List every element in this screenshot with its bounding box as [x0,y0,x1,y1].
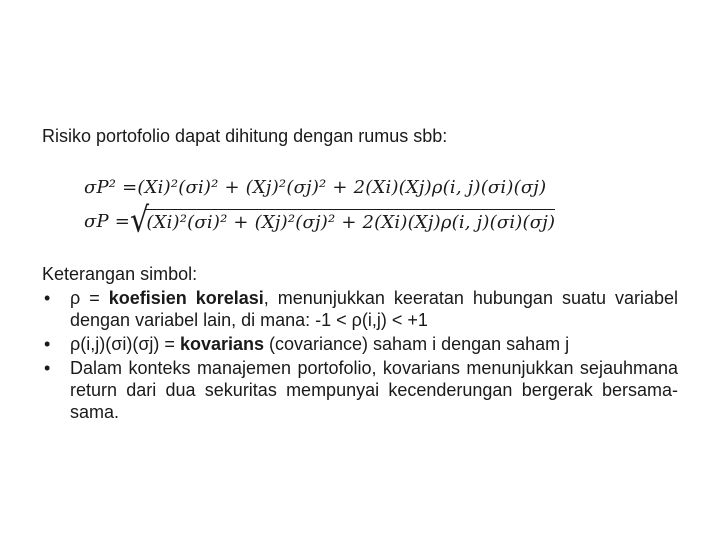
formula-std-dev [84,200,556,241]
formula-std-dev-lhs: σP = [84,210,131,232]
bullet-1-bold: koefisien korelasi [108,288,264,308]
bullet-marker: • [44,288,51,308]
bullet-1-pre: ρ = [70,288,109,308]
formula-std-dev-rhs: (Xi)²(σi)² + (Xj)²(σj)² + 2(Xi)(Xj)ρ(i, j)(σi)(σj) [146,209,555,233]
bullet-3-text: Dalam konteks manajemen portofolio, kovarians menunjukkan sejauhmana return dari dua sekuritas mempunyai kecenderungan bergerak bersama-sama. [70,358,678,422]
formula-variance-rhs: (Xi)²(σi)² + (Xj)²(σj)² + 2(Xi)(Xj)ρ(i, j)(σi)(σj) [137,176,547,198]
bullet-2-post: (covariance) saham i dengan saham j [264,334,570,354]
bullet-marker: • [44,358,51,378]
sqrt-expression [130,200,556,241]
intro-text: Risiko portofolio dapat dihitung dengan rumus sbb: [42,126,448,146]
list-item [42,287,678,331]
bullet-2-pre: ρ(i,j)(σi)(σj) = [70,334,180,354]
symbol-list [42,287,678,425]
list-item [42,357,678,423]
list-item [42,333,678,355]
bullet-marker: • [44,334,51,354]
legend-title: Keterangan simbol: [42,264,198,284]
formula-variance [84,176,546,198]
bullet-1-post: , menunjukkan keeratan hubungan suatu variabel dengan variabel lain, di mana: -1 < ρ(i,j) < +1 [70,288,678,330]
sqrt-symbol: √ [130,200,150,241]
bullet-2-bold: kovarians [179,334,264,354]
formula-variance-lhs: σP² = [84,176,138,198]
